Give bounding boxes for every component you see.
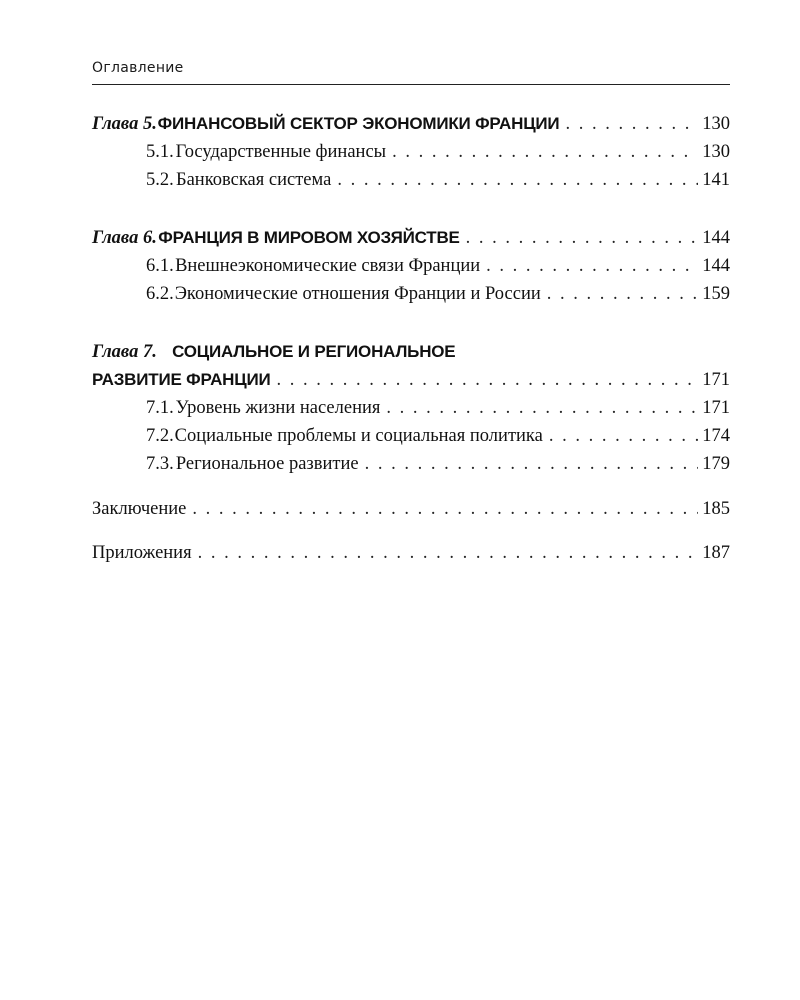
section-number: 5.2. [146, 170, 174, 190]
toc-section-5-1[interactable] [92, 138, 730, 166]
dot-leader [565, 110, 698, 138]
entry-title: Приложения [92, 543, 192, 563]
dot-leader [547, 280, 699, 308]
section-number: 6.1. [146, 256, 174, 276]
chapter-label: Глава 7. [92, 342, 157, 362]
section-title: Социальные проблемы и социальная политика [174, 426, 543, 446]
chapter-title-continued: РАЗВИТИЕ ФРАНЦИИ [92, 370, 271, 389]
dot-leader [365, 450, 699, 478]
dot-leader [466, 224, 699, 252]
page-number: 171 [702, 398, 730, 418]
section-number: 7.2. [146, 426, 174, 446]
section-title: Уровень жизни населения [175, 398, 381, 418]
toc-section-7-1[interactable] [92, 394, 730, 422]
page-number: 130 [702, 114, 730, 134]
chapter-label: Глава 6. [92, 228, 157, 248]
toc-section-6-2[interactable] [92, 280, 730, 308]
dot-leader [198, 539, 699, 567]
page-number: 185 [702, 499, 730, 519]
running-head: Оглавление [92, 60, 184, 76]
toc-chapter-5[interactable] [92, 110, 730, 138]
toc-section-7-3[interactable] [92, 450, 730, 478]
section-title: Экономические отношения Франции и России [174, 284, 541, 304]
toc-chapter-7[interactable] [92, 366, 730, 394]
page-number: 144 [702, 228, 730, 248]
toc-chapter-6[interactable] [92, 224, 730, 252]
page-number: 179 [702, 454, 730, 474]
section-title: Государственные финансы [175, 142, 387, 162]
dot-leader [337, 166, 698, 194]
section-number: 7.1. [146, 398, 174, 418]
page-number: 171 [702, 370, 730, 390]
dot-leader [192, 495, 698, 523]
page-number: 159 [702, 284, 730, 304]
toc-appendices[interactable] [92, 539, 730, 567]
toc-conclusion[interactable] [92, 495, 730, 523]
toc-section-6-1[interactable] [92, 252, 730, 280]
dot-leader [486, 252, 698, 280]
page-number: 141 [702, 170, 730, 190]
dot-leader [549, 422, 698, 450]
section-number: 5.1. [146, 142, 174, 162]
page-number: 187 [702, 543, 730, 563]
chapter-title: ФИНАНСОВЫЙ СЕКТОР ЭКОНОМИКИ ФРАНЦИИ [157, 114, 560, 133]
entry-title: Заключение [92, 499, 187, 519]
section-number: 7.3. [146, 454, 174, 474]
section-title: Внешнеэкономические связи Франции [175, 256, 481, 276]
header-rule [92, 84, 730, 85]
toc-chapter-7-line-1[interactable] [92, 338, 730, 366]
section-title: Банковская система [175, 170, 332, 190]
section-number: 6.2. [146, 284, 174, 304]
chapter-title: СОЦИАЛЬНОЕ И РЕГИОНАЛЬНОЕ [172, 342, 456, 361]
toc-section-7-2[interactable] [92, 422, 730, 450]
dot-leader [277, 366, 699, 394]
page-number: 144 [702, 256, 730, 276]
dot-leader [386, 394, 698, 422]
table-of-contents [92, 110, 730, 567]
dot-leader [392, 138, 698, 166]
toc-section-5-2[interactable] [92, 166, 730, 194]
section-title: Региональное развитие [175, 454, 359, 474]
page-number: 174 [702, 426, 730, 446]
chapter-label: Глава 5. [92, 114, 157, 134]
chapter-title: ФРАНЦИЯ В МИРОВОМ ХОЗЯЙСТВЕ [158, 228, 460, 247]
page-number: 130 [702, 142, 730, 162]
